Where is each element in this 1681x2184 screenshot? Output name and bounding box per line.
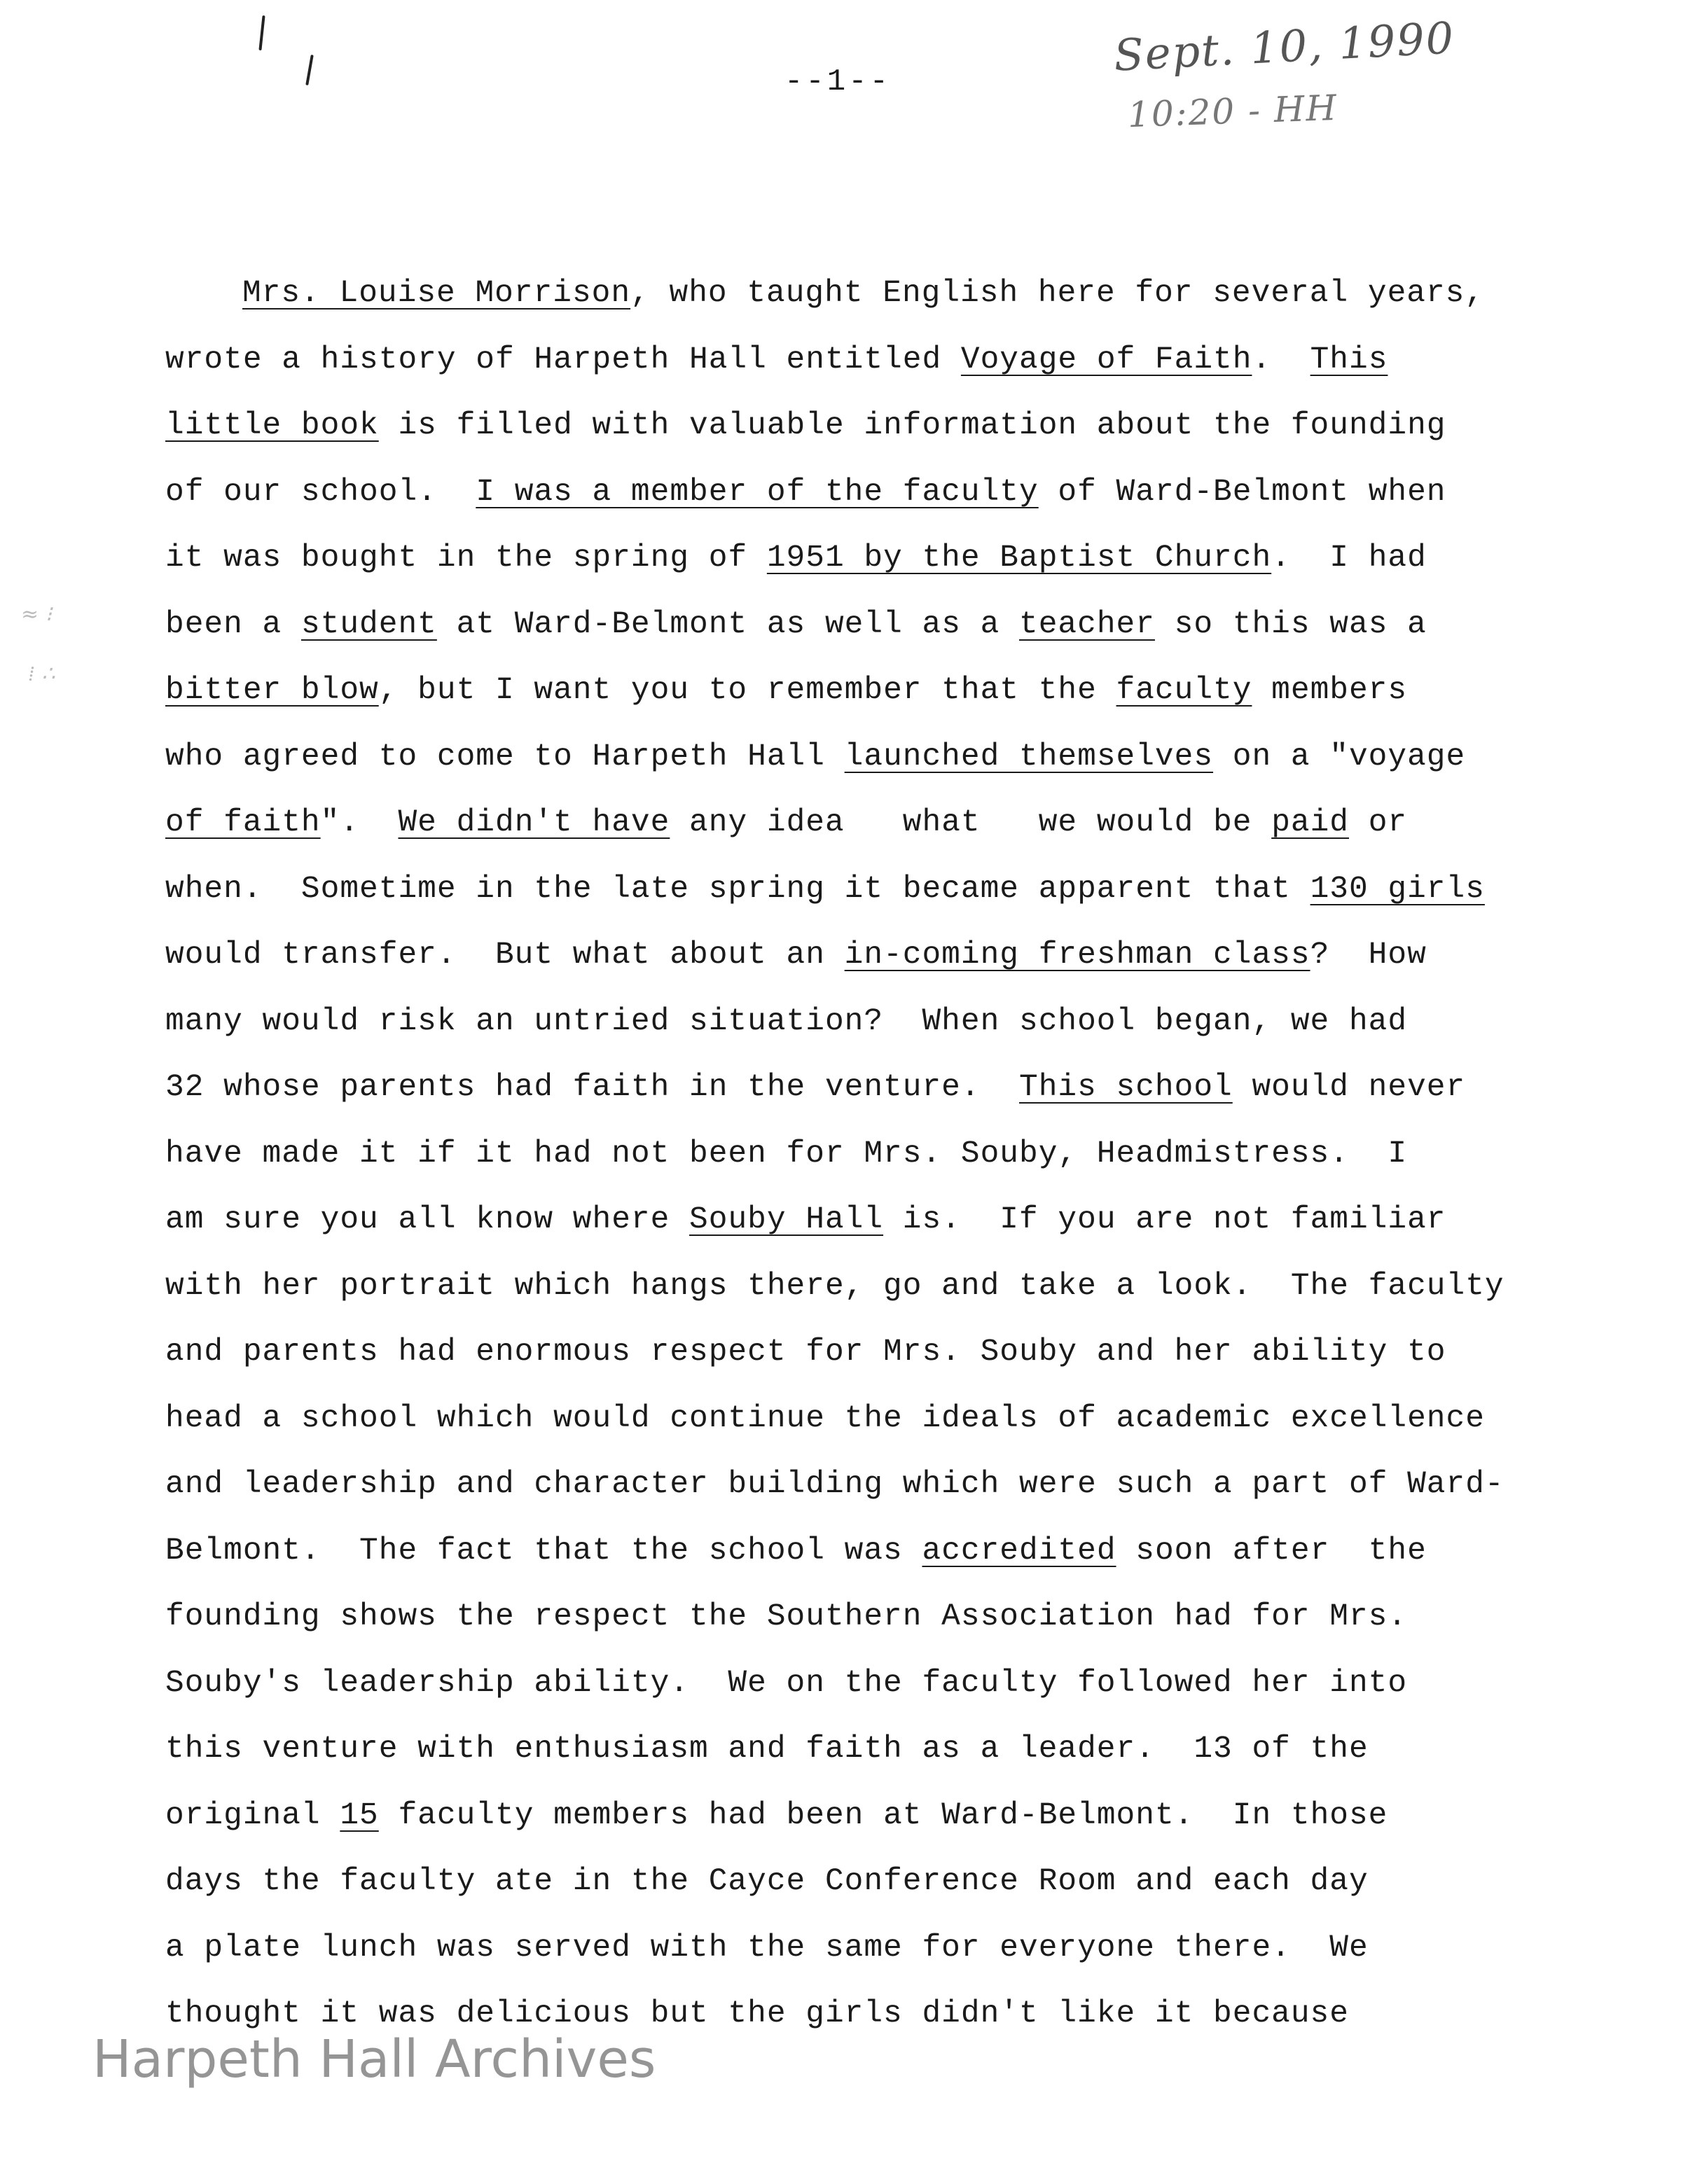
underlined-phrase: student bbox=[300, 606, 437, 642]
text-segment: who agreed to come to Harpeth Hall bbox=[165, 739, 845, 774]
text-line bbox=[165, 1253, 1594, 1320]
text-segment: and leadership and character building which were such a part of Ward- bbox=[165, 1467, 1504, 1502]
text-segment: is filled with valuable information about the founding bbox=[378, 408, 1446, 443]
underlined-phrase: We didn't have bbox=[398, 805, 670, 840]
text-segment: on a "voyage bbox=[1213, 739, 1466, 774]
underlined-phrase: This school bbox=[1019, 1070, 1233, 1105]
page-number: --1-- bbox=[784, 64, 892, 99]
underlined-phrase: I was a member of the faculty bbox=[476, 474, 1039, 510]
underlined-phrase: launched themselves bbox=[844, 739, 1214, 774]
underlined-phrase: Mrs. Louise Morrison bbox=[242, 276, 631, 311]
text-line bbox=[165, 790, 1594, 856]
text-segment: would transfer. But what about an bbox=[165, 938, 845, 973]
text-line bbox=[165, 327, 1594, 394]
text-segment: , who taught English here for several years, bbox=[630, 276, 1485, 311]
underlined-phrase: This bbox=[1310, 342, 1388, 377]
underlined-phrase: bitter blow bbox=[165, 673, 379, 708]
text-line bbox=[165, 525, 1594, 592]
text-segment: Belmont. The fact that the school was bbox=[165, 1533, 922, 1569]
text-segment: days the faculty ate in the Cayce Conference Room and each day bbox=[165, 1864, 1369, 1899]
text-line bbox=[165, 1187, 1594, 1253]
text-segment: is. If you are not familiar bbox=[883, 1202, 1446, 1237]
underlined-phrase: of faith bbox=[165, 805, 321, 840]
handwritten-date: Sept. 10, 1990 bbox=[1112, 12, 1456, 81]
text-segment: of our school. bbox=[165, 474, 476, 510]
text-line bbox=[165, 922, 1594, 989]
text-segment: head a school which would continue the ideals of academic excellence bbox=[165, 1400, 1485, 1436]
text-line bbox=[165, 1386, 1594, 1452]
text-segment: faculty members had been at Ward-Belmont. In those bbox=[378, 1797, 1388, 1833]
underlined-phrase: in-coming freshman class bbox=[844, 938, 1310, 973]
text-line bbox=[165, 1650, 1594, 1717]
text-segment: soon after the bbox=[1116, 1533, 1427, 1569]
text-segment: 32 whose parents had faith in the venture. bbox=[165, 1070, 1019, 1105]
underlined-phrase: accredited bbox=[922, 1533, 1116, 1569]
text-segment: of Ward-Belmont when bbox=[1038, 474, 1446, 510]
text-line bbox=[165, 1915, 1594, 1982]
underlined-phrase: teacher bbox=[1019, 606, 1155, 642]
underlined-phrase: little book bbox=[165, 408, 379, 443]
underlined-phrase: 130 girls bbox=[1310, 871, 1485, 907]
text-line bbox=[165, 1319, 1594, 1386]
text-segment: been a bbox=[165, 606, 301, 642]
text-line bbox=[165, 260, 1594, 327]
text-segment: would never bbox=[1232, 1070, 1466, 1105]
text-line bbox=[165, 1849, 1594, 1915]
text-line bbox=[165, 658, 1594, 724]
underlined-phrase: Souby Hall bbox=[689, 1202, 884, 1237]
text-segment: and parents had enormous respect for Mrs. Souby and her ability to bbox=[165, 1335, 1446, 1370]
underlined-phrase: paid bbox=[1271, 805, 1350, 840]
pencil-mark bbox=[305, 55, 314, 85]
text-segment: when. Sometime in the late spring it became apparent that bbox=[165, 871, 1310, 907]
text-segment: . bbox=[1252, 342, 1310, 377]
text-line bbox=[165, 393, 1594, 459]
text-line bbox=[165, 989, 1594, 1055]
text-segment: founding shows the respect the Southern Association had for Mrs. bbox=[165, 1599, 1408, 1634]
handwritten-reference: 10:20 - HH bbox=[1127, 87, 1338, 136]
text-segment: any idea what we would be bbox=[670, 805, 1272, 840]
text-segment: or bbox=[1349, 805, 1408, 840]
text-segment: , but I want you to remember that the bbox=[378, 673, 1116, 708]
text-line bbox=[165, 1121, 1594, 1188]
underlined-phrase: faculty bbox=[1116, 673, 1252, 708]
text-segment: ? How bbox=[1310, 938, 1427, 973]
text-line bbox=[165, 1584, 1594, 1650]
underlined-phrase: 1951 by the Baptist Church bbox=[766, 541, 1272, 576]
text-segment: thought it was delicious but the girls didn't like it because bbox=[165, 1996, 1349, 2031]
text-line bbox=[165, 1452, 1594, 1518]
text-segment: . I had bbox=[1271, 541, 1427, 576]
pencil-mark bbox=[258, 15, 265, 50]
text-segment: a plate lunch was served with the same for everyone there. We bbox=[165, 1930, 1369, 1966]
text-line bbox=[165, 1716, 1594, 1783]
archive-watermark: Harpeth Hall Archives bbox=[92, 2029, 656, 2089]
text-line bbox=[165, 856, 1594, 923]
text-segment: members bbox=[1252, 673, 1408, 708]
text-segment: so this was a bbox=[1154, 606, 1427, 642]
text-segment: original bbox=[165, 1797, 340, 1833]
text-segment: it was bought in the spring of bbox=[165, 541, 767, 576]
text-segment: ". bbox=[320, 805, 399, 840]
text-segment: many would risk an untried situation? When school began, we had bbox=[165, 1003, 1408, 1039]
text-line bbox=[165, 1518, 1594, 1585]
text-segment: with her portrait which hangs there, go and take a look. The faculty bbox=[165, 1268, 1504, 1304]
underlined-phrase: Voyage of Faith bbox=[960, 342, 1252, 377]
text-segment: am sure you all know where bbox=[165, 1202, 690, 1237]
text-segment: have made it if it had not been for Mrs. Souby, Headmistress. I bbox=[165, 1136, 1408, 1171]
text-line bbox=[165, 1783, 1594, 1849]
text-segment: Souby's leadership ability. We on the faculty followed her into bbox=[165, 1665, 1408, 1701]
text-line bbox=[165, 724, 1594, 791]
underlined-phrase: 15 bbox=[340, 1797, 379, 1833]
text-line bbox=[165, 1055, 1594, 1121]
text-line bbox=[165, 592, 1594, 658]
text-segment: this venture with enthusiasm and faith as a leader. 13 of the bbox=[165, 1732, 1369, 1767]
text-line bbox=[165, 459, 1594, 526]
faint-margin-mark: ≈ ⁝ bbox=[21, 602, 53, 627]
text-segment: at Ward-Belmont as well as a bbox=[436, 606, 1020, 642]
text-segment: wrote a history of Harpeth Hall entitled bbox=[165, 342, 961, 377]
typed-body-text bbox=[165, 260, 1594, 2047]
faint-margin-mark: ⁞ ∴ bbox=[28, 662, 55, 686]
